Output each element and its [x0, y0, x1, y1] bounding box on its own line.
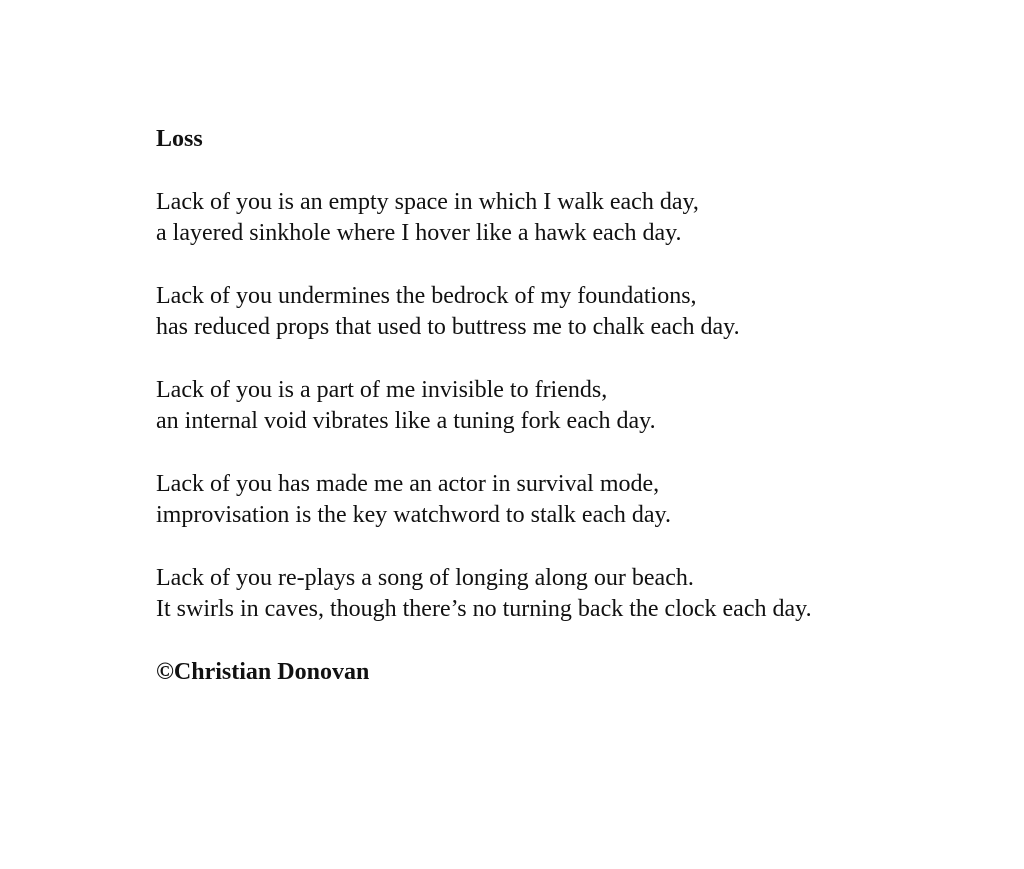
poem-line: improvisation is the key watchword to stalk each day. [156, 502, 671, 528]
stanza-5 [156, 563, 976, 625]
poem-line: Lack of you re-plays a song of longing along our beach. [156, 565, 694, 591]
author-credit: ©Christian Donovan [156, 659, 370, 685]
poem-title: Loss [156, 126, 203, 152]
poem-line: Lack of you has made me an actor in survival mode, [156, 471, 660, 497]
poem-line: a layered sinkhole where I hover like a hawk each day. [156, 220, 682, 246]
stanza-1 [156, 187, 976, 249]
stanza-3 [156, 375, 976, 437]
poem-line: Lack of you undermines the bedrock of my foundations, [156, 283, 697, 309]
poem-line: an internal void vibrates like a tuning fork each day. [156, 408, 656, 434]
poem-line: has reduced props that used to buttress me to chalk each day. [156, 314, 740, 340]
poem-line: Lack of you is a part of me invisible to friends, [156, 377, 608, 403]
poem-line: Lack of you is an empty space in which I walk each day, [156, 189, 699, 215]
stanza-4 [156, 469, 976, 531]
poem-line: It swirls in caves, though there’s no turning back the clock each day. [156, 596, 812, 622]
poem-page [156, 124, 976, 688]
stanza-2 [156, 281, 976, 343]
